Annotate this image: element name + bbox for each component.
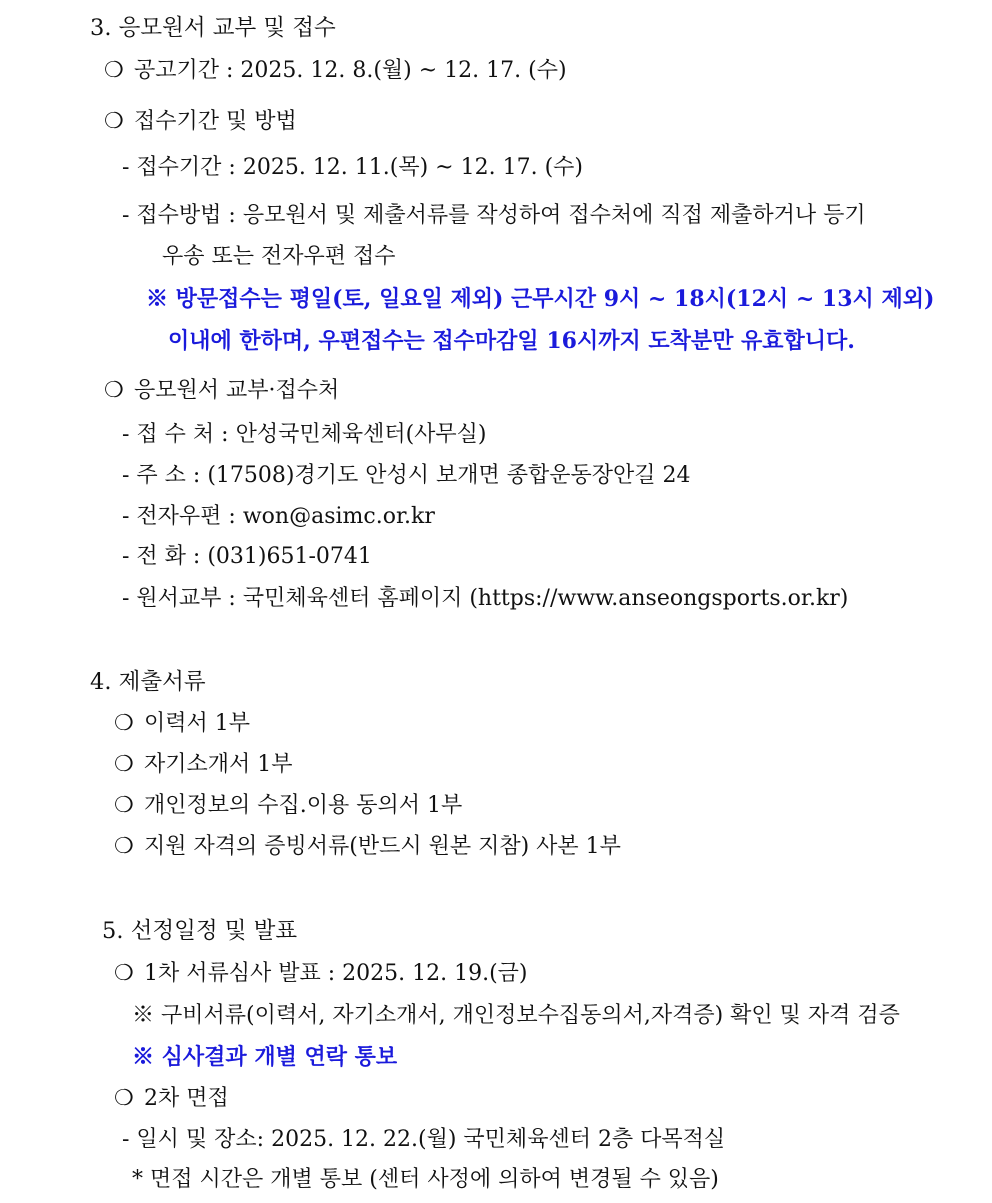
visit-notice-line2: 이내에 한하며, 우편접수는 접수마감일 16시까지 도착분만 유효합니다. — [168, 328, 855, 354]
document-item — [114, 833, 621, 861]
bullet-circle-icon: ❍ — [104, 378, 124, 403]
second-round-label: 2차 면접 — [144, 1086, 229, 1111]
office-phone: - 전 화 : (031)651-0741 — [122, 544, 372, 569]
second-round-item — [114, 1085, 229, 1113]
document-item — [114, 792, 462, 820]
office-title-item — [104, 377, 339, 405]
receipt-title-item — [104, 108, 297, 136]
office-address: - 주 소 : (17508)경기도 안성시 보개면 종합운동장안길 24 — [122, 463, 691, 488]
first-round-note: ※ 구비서류(이력서, 자기소개서, 개인정보수집동의서,자격증) 확인 및 자격 검증 — [132, 1003, 900, 1028]
document-item-label: 자기소개서 1부 — [144, 752, 293, 777]
visit-notice-line1: ※ 방문접수는 평일(토, 일요일 제외) 근무시간 9시 ~ 18시(12시 ~ 13시 제외) — [146, 286, 935, 312]
bullet-circle-icon: ❍ — [104, 109, 124, 134]
first-round-blue-note: ※ 심사결과 개별 연락 통보 — [132, 1044, 398, 1070]
section4-heading: 4. 제출서류 — [90, 669, 206, 695]
second-round-datetime: - 일시 및 장소: 2025. 12. 22.(월) 국민체육센터 2층 다목적실 — [122, 1127, 726, 1152]
office-form: - 원서교부 : 국민체육센터 홈페이지 (https://www.anseongsports.or.kr) — [122, 586, 849, 611]
first-round-item — [114, 960, 528, 988]
second-round-note: * 면접 시간은 개별 통보 (센터 사정에 의하여 변경될 수 있음) — [132, 1167, 719, 1192]
document-item — [114, 751, 293, 779]
receipt-period: - 접수기간 : 2025. 12. 11.(목) ~ 12. 17. (수) — [122, 155, 583, 180]
office-title: 응모원서 교부·접수처 — [134, 378, 340, 403]
office-place: - 접 수 처 : 안성국민체육센터(사무실) — [122, 422, 487, 447]
section3-heading: 3. 응모원서 교부 및 접수 — [90, 15, 336, 41]
document-item-label: 이력서 1부 — [144, 711, 250, 736]
document-item-label: 개인정보의 수집.이용 동의서 1부 — [144, 793, 463, 818]
receipt-method-line2: 우송 또는 전자우편 접수 — [162, 244, 396, 269]
office-email: - 전자우편 : won@asimc.or.kr — [122, 504, 435, 529]
bullet-circle-icon: ❍ — [114, 752, 134, 777]
bullet-circle-icon: ❍ — [114, 834, 134, 859]
document-item — [114, 710, 250, 738]
document-item-label: 지원 자격의 증빙서류(반드시 원본 지참) 사본 1부 — [144, 834, 621, 859]
receipt-method-line1: - 접수방법 : 응모원서 및 제출서류를 작성하여 접수처에 직접 제출하거나 등기 — [122, 203, 866, 228]
bullet-circle-icon: ❍ — [114, 1086, 134, 1111]
first-round-label: 1차 서류심사 발표 : 2025. 12. 19.(금) — [144, 961, 528, 986]
notice-period: 공고기간 : 2025. 12. 8.(월) ~ 12. 17. (수) — [134, 58, 567, 83]
bullet-circle-icon: ❍ — [104, 58, 124, 83]
receipt-title: 접수기간 및 방법 — [134, 109, 297, 134]
bullet-circle-icon: ❍ — [114, 961, 134, 986]
bullet-circle-icon: ❍ — [114, 711, 134, 736]
section5-heading: 5. 선정일정 및 발표 — [102, 918, 298, 944]
notice-period-item — [104, 57, 567, 85]
bullet-circle-icon: ❍ — [114, 793, 134, 818]
